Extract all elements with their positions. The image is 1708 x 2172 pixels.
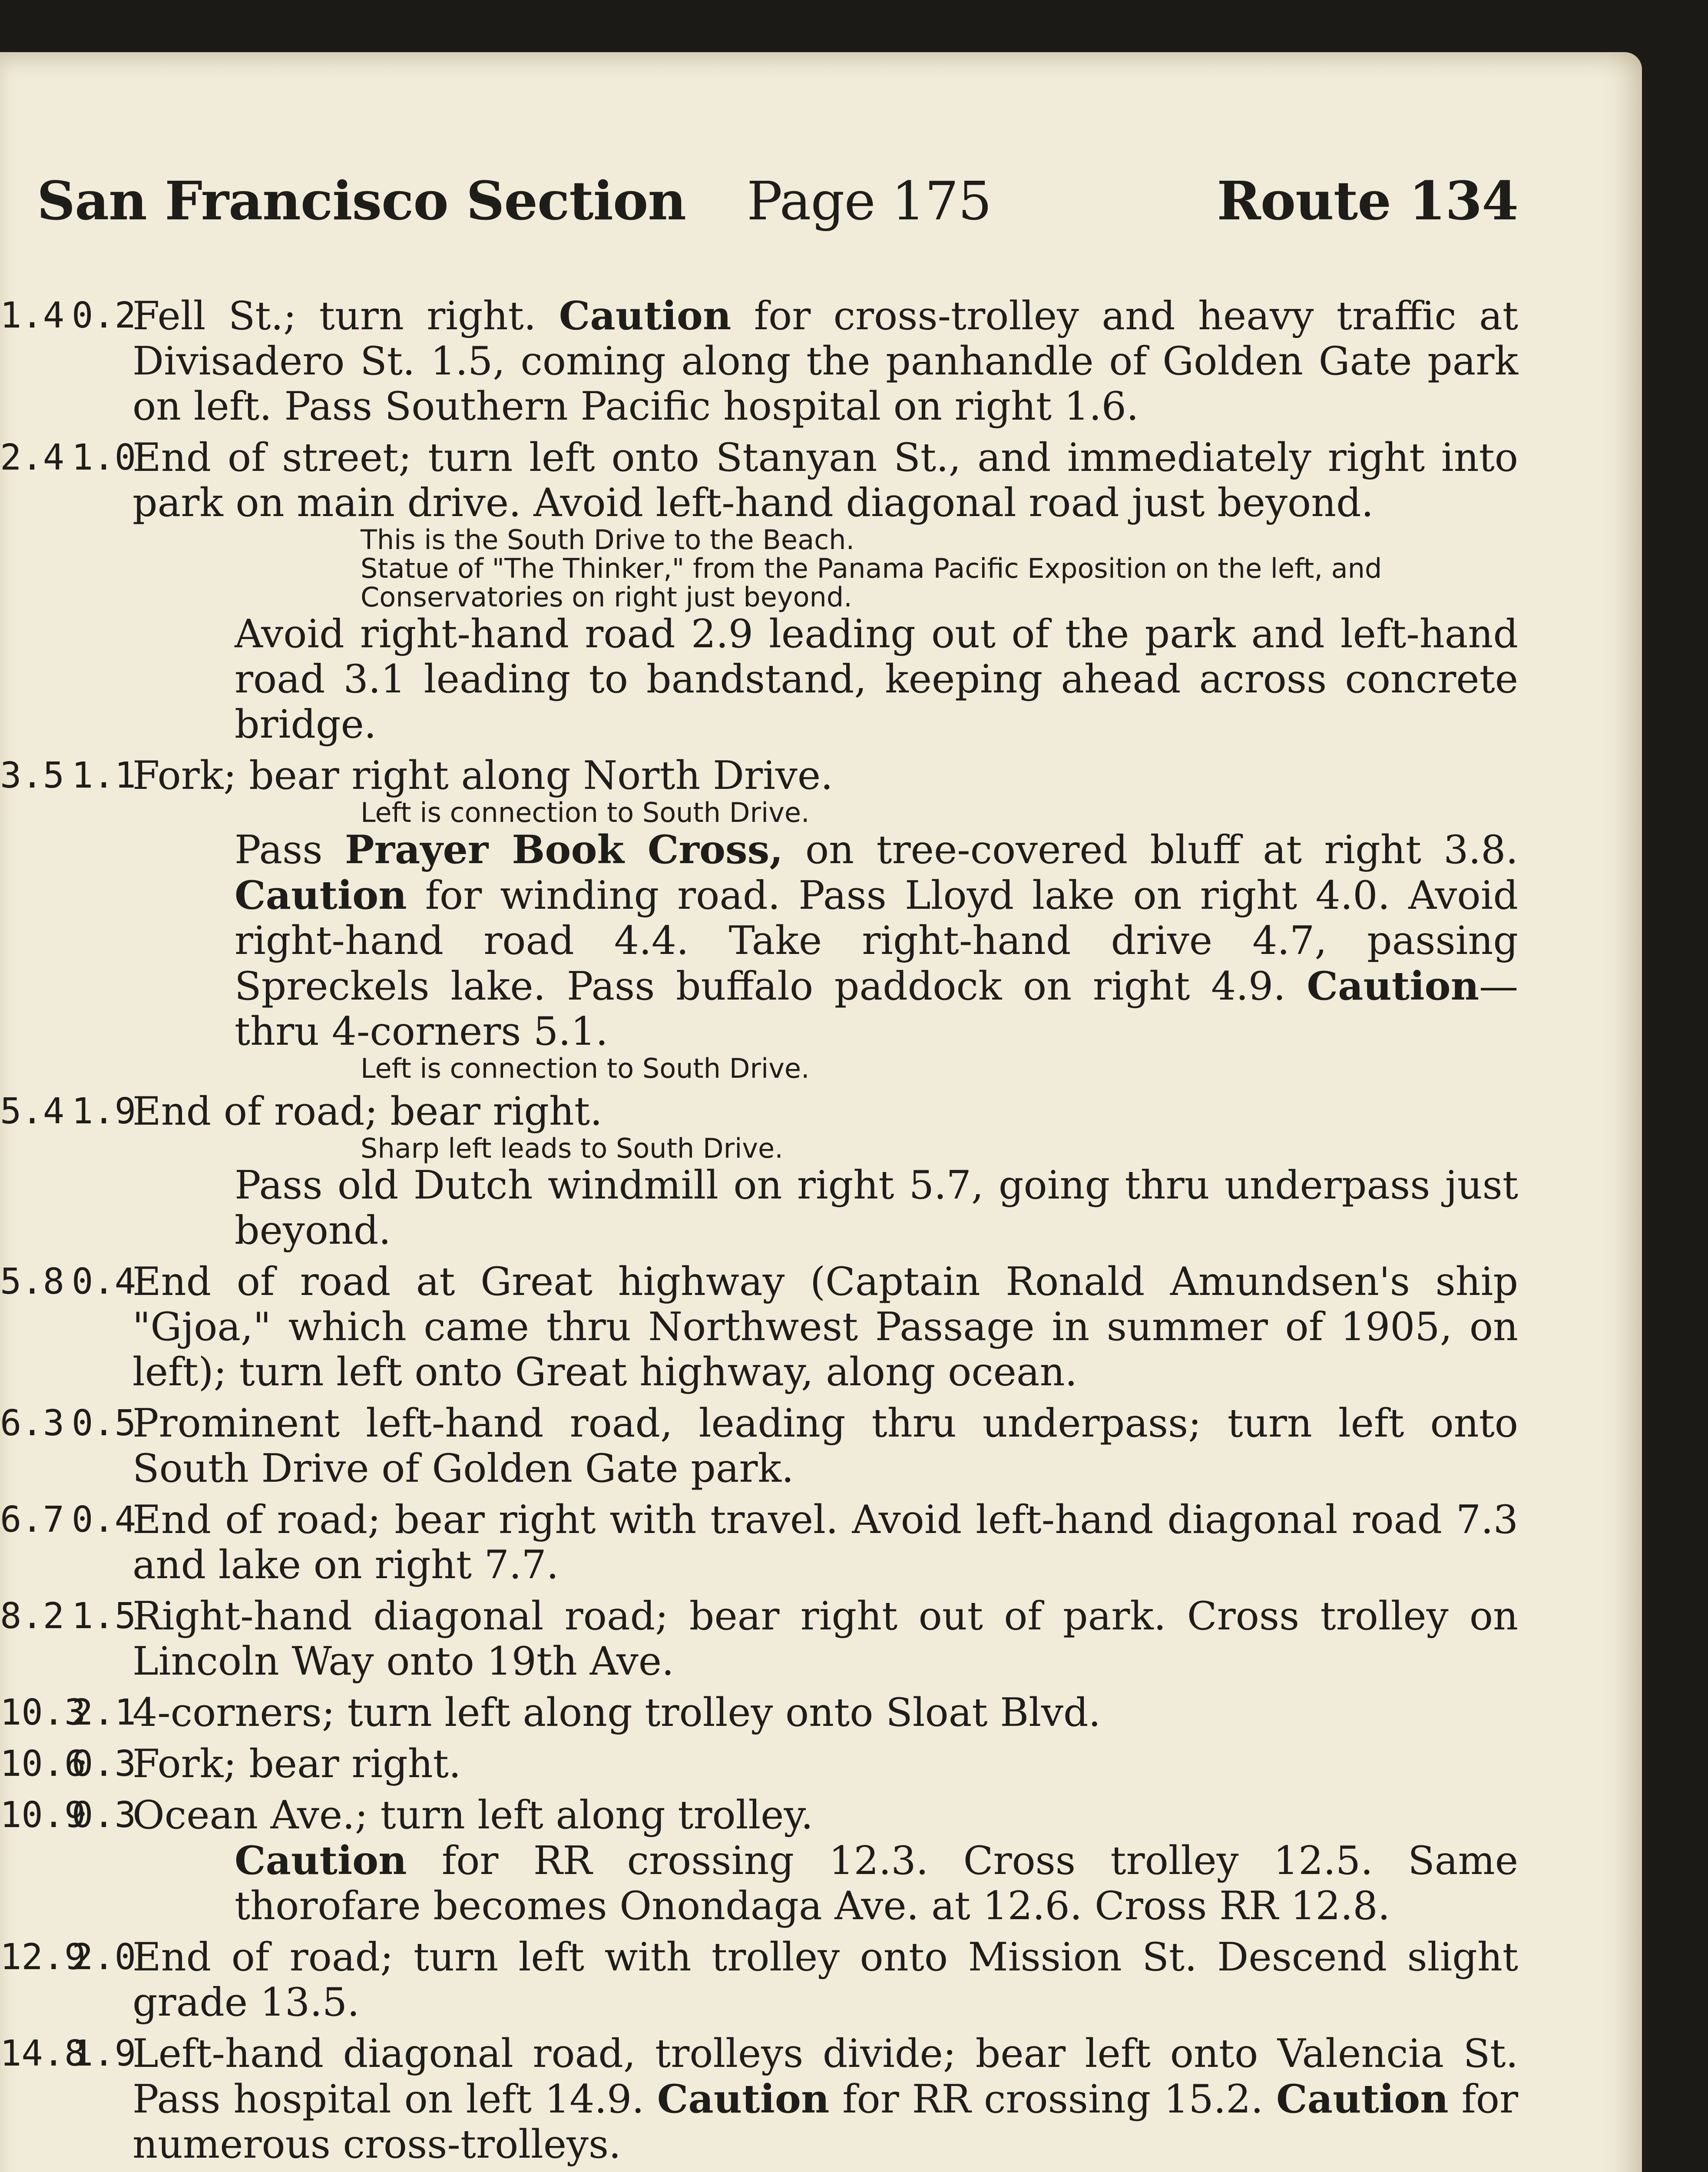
between-mileage: 2.0 bbox=[72, 1937, 136, 1978]
direction-note: This is the South Drive to the Beach. bbox=[361, 524, 855, 556]
route-number: Route 134 bbox=[1217, 169, 1518, 232]
direction-text: End of road; bear right. bbox=[132, 1089, 602, 1134]
direction-row bbox=[0, 1690, 1642, 1735]
total-mileage: 6.7 bbox=[0, 1499, 65, 1540]
direction-text: Ocean Ave.; turn left along trolley. bbox=[132, 1792, 814, 1838]
direction-entry bbox=[0, 1259, 1642, 1395]
between-mileage: 0.3 bbox=[72, 1743, 136, 1785]
direction-text: End of road at Great highway (Captain Ronald Amundsen's ship "Gjoa," which came thru Northwest Passage in summer of 1905, on left); turn left onto Great highway, along ocean. bbox=[132, 1259, 1518, 1395]
direction-text: Right-hand diagonal road; bear right out of park. Cross trolley on Lincoln Way onto 19th Ave. bbox=[132, 1593, 1518, 1684]
direction-entry bbox=[0, 1742, 1642, 1787]
between-mileage: 1.9 bbox=[72, 2033, 136, 2074]
direction-entry bbox=[0, 1497, 1642, 1588]
direction-text: Fell St.; turn right. Caution for cross-trolley and heavy traffic at Divisadero St. 1.5, coming along the panhandle of Golden Gate park on left. Pass Southern Pacific hospital on right 1.6. bbox=[132, 293, 1518, 429]
direction-row bbox=[0, 1742, 1642, 1787]
direction-text: 4-corners; turn left along trolley onto Sloat Blvd. bbox=[132, 1690, 1101, 1735]
direction-row bbox=[0, 1497, 1642, 1588]
total-mileage: 14.8 bbox=[0, 2033, 86, 2074]
between-mileage: 1.1 bbox=[72, 755, 136, 796]
total-mileage: 3.5 bbox=[0, 755, 65, 796]
direction-row bbox=[0, 1793, 1642, 1838]
total-mileage: 8.2 bbox=[0, 1596, 65, 1637]
total-mileage: 12.9 bbox=[0, 1937, 86, 1978]
between-mileage: 0.5 bbox=[72, 1403, 136, 1444]
direction-row bbox=[0, 2031, 1642, 2167]
page-number: Page 175 bbox=[747, 170, 992, 232]
between-mileage: 2.1 bbox=[72, 1692, 136, 1733]
direction-entry bbox=[0, 1089, 1642, 1253]
total-mileage: 1.4 bbox=[0, 295, 65, 336]
direction-entry bbox=[0, 1793, 1642, 1929]
direction-row bbox=[0, 1401, 1642, 1491]
book-page bbox=[0, 52, 1642, 2172]
direction-entry bbox=[0, 1935, 1642, 2025]
total-mileage: 10.9 bbox=[0, 1795, 86, 1836]
total-mileage: 6.3 bbox=[0, 1403, 65, 1444]
direction-row bbox=[0, 1089, 1642, 1134]
direction-row bbox=[0, 1259, 1642, 1395]
direction-note: Left is connection to South Drive. bbox=[361, 797, 810, 828]
total-mileage: 5.8 bbox=[0, 1261, 65, 1302]
direction-text: End of road; bear right with travel. Avoid left-hand diagonal road 7.3 and lake on right 7.7. bbox=[132, 1497, 1518, 1588]
direction-text: Fork; bear right. bbox=[132, 1741, 461, 1787]
direction-entry bbox=[0, 1401, 1642, 1491]
between-mileage: 1.5 bbox=[72, 1596, 136, 1637]
direction-text: Left-hand diagonal road, trolleys divide; bear left onto Valencia St. Pass hospital on left 14.9. Caution for RR crossing 15.2. Caution for numerous cross-trolleys. bbox=[132, 2031, 1518, 2167]
direction-entry bbox=[0, 435, 1642, 747]
direction-continuation: Caution for RR crossing 12.3. Cross trolley 12.5. Same thorofare becomes Onondaga Ave. at 12.6. Cross RR 12.8. bbox=[235, 1838, 1518, 1929]
section-title: San Francisco Section bbox=[37, 169, 686, 232]
page-header bbox=[37, 169, 1518, 232]
between-mileage: 0.4 bbox=[72, 1261, 136, 1302]
direction-entry bbox=[0, 1594, 1642, 1684]
direction-row bbox=[0, 1935, 1642, 2025]
direction-text: Fork; bear right along North Drive. bbox=[132, 753, 833, 798]
direction-continuation: Pass Prayer Book Cross, on tree-covered bluff at right 3.8. Caution for winding road. Pass Lloyd lake on right 4.0. Avoid right-hand road 4.4. Take right-hand drive 4.7, passing Spreckels lake. Pass buffalo paddock on right 4.9. Caution—thru 4-corners 5.1. bbox=[235, 827, 1519, 1054]
total-mileage: 2.4 bbox=[0, 437, 65, 478]
direction-row bbox=[0, 435, 1642, 526]
direction-continuation: Pass old Dutch windmill on right 5.7, going thru underpass just beyond. bbox=[235, 1162, 1518, 1253]
direction-text: End of road; turn left with trolley onto Mission St. Descend slight grade 13.5. bbox=[132, 1934, 1518, 2025]
direction-text: Prominent left-hand road, leading thru underpass; turn left onto South Drive of Golden Gate park. bbox=[132, 1401, 1518, 1491]
direction-note: Statue of "The Thinker," from the Panama Pacific Exposition on the left, and Conservatories on right just beyond. bbox=[361, 553, 1382, 613]
between-mileage: 0.2 bbox=[72, 295, 136, 336]
direction-row bbox=[0, 753, 1642, 798]
total-mileage: 5.4 bbox=[0, 1091, 65, 1132]
direction-entry bbox=[0, 2031, 1642, 2167]
between-mileage: 1.9 bbox=[72, 1091, 136, 1132]
between-mileage: 0.4 bbox=[72, 1499, 136, 1540]
direction-entry bbox=[0, 293, 1642, 429]
direction-entry bbox=[0, 1690, 1642, 1735]
route-133-directions bbox=[0, 293, 1642, 2172]
total-mileage: 10.3 bbox=[0, 1692, 86, 1733]
between-mileage: 1.0 bbox=[72, 437, 136, 478]
direction-row bbox=[0, 293, 1642, 429]
direction-note: Sharp left leads to South Drive. bbox=[361, 1132, 783, 1164]
direction-continuation: Avoid right-hand road 2.9 leading out of the park and left-hand road 3.1 leading to bandstand, keeping ahead across concrete bridge. bbox=[235, 611, 1518, 747]
direction-entry bbox=[0, 753, 1642, 1083]
between-mileage: 0.3 bbox=[72, 1795, 136, 1836]
direction-note: Left is connection to South Drive. bbox=[361, 1053, 810, 1084]
total-mileage: 10.6 bbox=[0, 1743, 86, 1785]
direction-text: End of street; turn left onto Stanyan St., and immediately right into park on main drive. Avoid left-hand diagonal road just beyond. bbox=[132, 435, 1518, 526]
direction-row bbox=[0, 1594, 1642, 1684]
